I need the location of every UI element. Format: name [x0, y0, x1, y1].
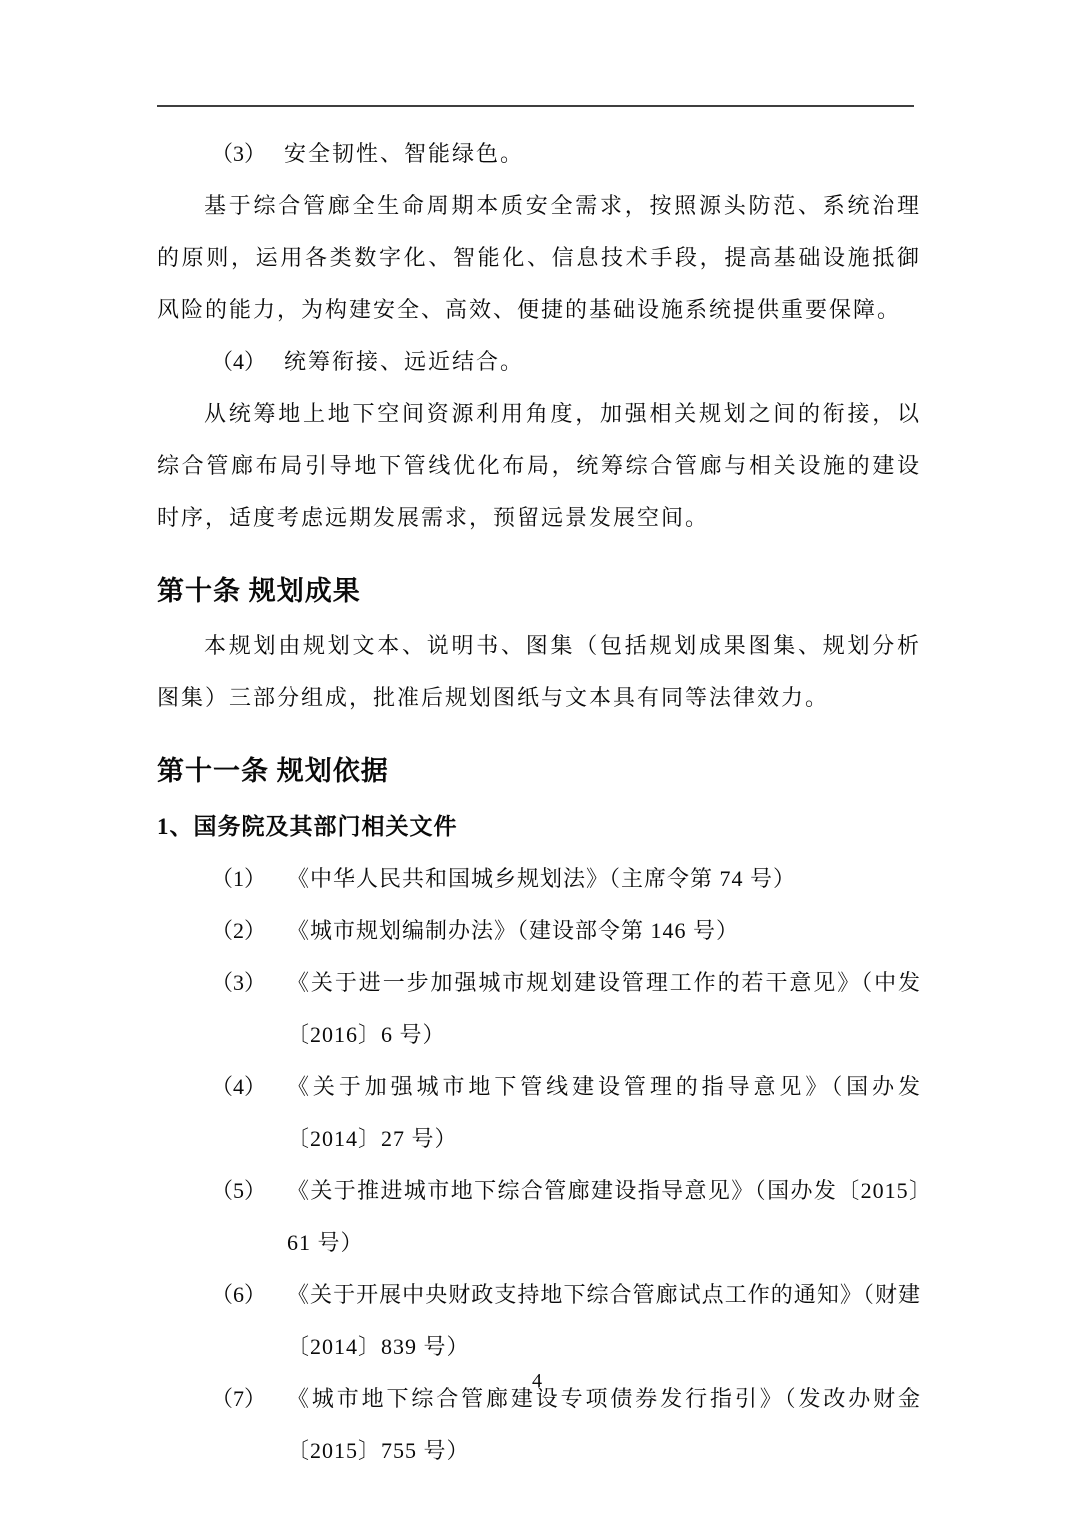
reference-item-text: 《城市地下综合管廊建设专项债券发行指引》（发改办财金〔2015〕755 号）	[287, 1386, 921, 1463]
reference-item	[157, 1269, 921, 1373]
paragraph: 本规划由规划文本、说明书、图集（包括规划成果图集、规划分析图集）三部分组成，批准后规划图纸与文本具有同等法律效力。	[157, 633, 921, 710]
reference-item-text: 《关于开展中央财政支持地下综合管廊试点工作的通知》（财建〔2014〕839 号）	[287, 1282, 921, 1359]
reference-item-label: （2）	[211, 918, 267, 943]
reference-item-text: 《关于推进城市地下综合管廊建设指导意见》（国办发〔2015〕61 号）	[287, 1178, 921, 1255]
reference-item-text: 《中华人民共和国城乡规划法》（主席令第 74 号）	[287, 866, 797, 891]
reference-item	[157, 1165, 921, 1269]
list-item-label: （3）	[211, 141, 267, 166]
list-item	[157, 128, 921, 180]
paragraph: 从统筹地上地下空间资源利用角度，加强相关规划之间的衔接，以综合管廊布局引导地下管线优化布局，统筹综合管廊与相关设施的建设时序，适度考虑远期发展需求，预留远景发展空间。	[157, 401, 921, 530]
reference-item-label: （4）	[211, 1074, 267, 1099]
paragraph: 基于综合管廊全生命周期本质安全需求，按照源头防范、系统治理的原则，运用各类数字化、智能化、信息技术手段，提高基础设施抵御风险的能力，为构建安全、高效、便捷的基础设施系统提供重要保障。	[157, 193, 921, 322]
reference-item-label: （1）	[211, 866, 267, 891]
list-item-text: 统筹衔接、远近结合。	[284, 349, 525, 374]
reference-item	[157, 853, 921, 905]
reference-item-label: （7）	[211, 1386, 267, 1411]
header-rule	[157, 105, 914, 107]
reference-item-label: （5）	[211, 1178, 267, 1203]
section-heading: 第十条 规划成果	[157, 576, 361, 606]
list-item-text: 安全韧性、智能绿色。	[284, 141, 525, 166]
document-content	[157, 128, 921, 1477]
reference-item-label: （3）	[211, 970, 267, 995]
reference-item	[157, 957, 921, 1061]
reference-item	[157, 905, 921, 957]
reference-item-text: 《城市规划编制办法》（建设部令第 146 号）	[287, 918, 740, 943]
reference-item	[157, 1061, 921, 1165]
reference-item-text: 《关于加强城市地下管线建设管理的指导意见》（国办发〔2014〕27 号）	[287, 1074, 921, 1151]
page-number: 4	[532, 1370, 542, 1392]
sub-heading: 1、国务院及其部门相关文件	[157, 814, 458, 839]
list-item-label: （4）	[211, 349, 267, 374]
section-heading: 第十一条 规划依据	[157, 756, 389, 786]
reference-item-label: （6）	[211, 1282, 267, 1307]
reference-item-text: 《关于进一步加强城市规划建设管理工作的若干意见》（中发〔2016〕6 号）	[287, 970, 921, 1047]
list-item	[157, 336, 921, 388]
